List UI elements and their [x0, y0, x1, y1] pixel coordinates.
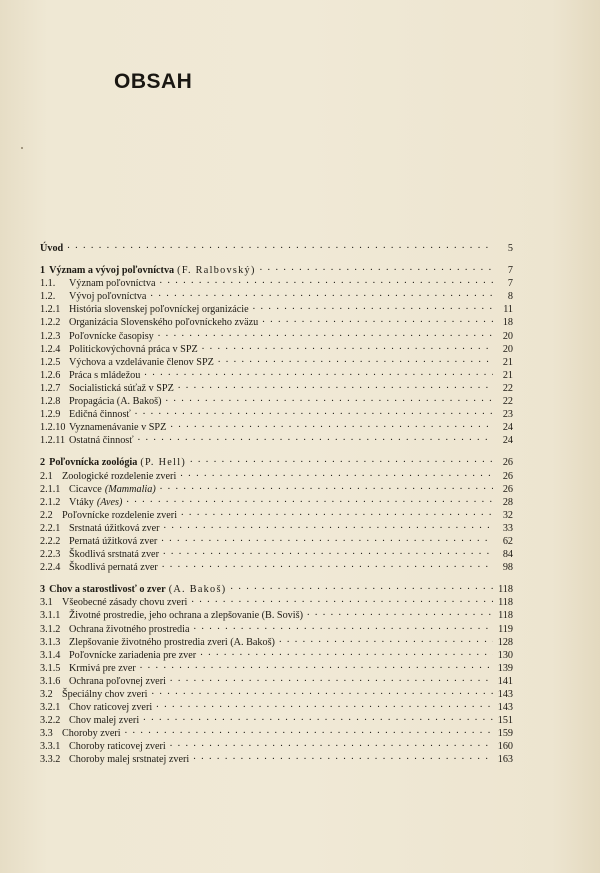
leader-dots	[150, 289, 493, 299]
toc-page-number: 163	[497, 754, 513, 766]
chapter-author: (P. Hell)	[140, 457, 187, 469]
leader-dots	[180, 469, 493, 479]
toc-page-number: 118	[498, 597, 513, 609]
leader-dots	[193, 752, 493, 762]
toc-page-number: 143	[497, 702, 513, 714]
leader-dots	[161, 534, 493, 544]
entry-number: 1.2.5	[40, 356, 61, 368]
entry-number: 1.2.6	[40, 369, 61, 381]
leader-dots	[126, 495, 493, 505]
entry-title: Špeciálny chov zveri	[62, 689, 148, 700]
toc-sections	[40, 254, 513, 765]
leader-dots	[191, 595, 493, 605]
toc-page-number: 21	[502, 356, 513, 368]
leader-dots	[170, 739, 493, 749]
section-spacer	[40, 573, 513, 582]
leader-dots	[144, 368, 493, 378]
toc-page-number: 141	[497, 675, 513, 687]
toc-entry[interactable]	[40, 595, 513, 608]
section-spacer	[40, 254, 513, 263]
toc-entry[interactable]	[40, 495, 513, 508]
toc-entry[interactable]	[40, 433, 513, 446]
entry-title: Poľovnícke rozdelenie zveri	[62, 509, 178, 521]
toc-entry-title: Úvod	[40, 243, 64, 254]
toc-entry[interactable]	[40, 713, 513, 726]
toc-entry[interactable]	[40, 547, 513, 560]
entry-number: 3.1.1	[40, 610, 61, 622]
toc-page-number: 62	[502, 535, 513, 547]
entry-title: Poľovnícke zariadenia pre zver	[69, 649, 197, 661]
toc-chapter-entry[interactable]	[40, 263, 513, 276]
entry-title: Ostatná činnosť	[69, 435, 134, 447]
entry-number: 3.2.1	[40, 702, 61, 714]
toc-page-number: 118	[498, 610, 513, 622]
toc-entry[interactable]	[40, 700, 513, 713]
leader-dots	[253, 302, 493, 312]
toc-entry[interactable]	[40, 394, 513, 407]
leader-dots	[262, 315, 493, 325]
entry-number: 3.1.3	[40, 636, 61, 648]
entry-number: 2.2.4	[40, 562, 61, 574]
toc-page-number: 130	[497, 649, 513, 661]
leader-dots	[190, 455, 493, 465]
entry-number: 1.2.	[40, 291, 56, 303]
entry-title: Zlepšovanie životného prostredia zveri (A. Bakoš)	[69, 636, 275, 648]
entry-title: Všeobecné zásady chovu zveri	[62, 597, 188, 609]
toc-page-number: 28	[502, 496, 513, 508]
toc-entry[interactable]	[40, 276, 513, 289]
toc-entry[interactable]	[40, 739, 513, 752]
leader-dots	[178, 381, 493, 391]
entry-number: 1.2.11	[40, 435, 66, 447]
page-title: OBSAH	[114, 70, 193, 93]
chapter-author: (F. Ralbovský)	[177, 265, 256, 277]
entry-title: Pernatá úžitková zver	[69, 535, 158, 547]
entry-title: Organizácia Slovenského poľovníckeho zväzu	[69, 317, 259, 329]
entry-title: Význam poľovníctva	[69, 278, 156, 290]
entry-number: 2.1.2	[40, 496, 61, 508]
entry-title: Ochrana životného prostredia	[69, 623, 190, 635]
toc-page-number: 18	[502, 317, 513, 329]
toc-entry[interactable]	[40, 407, 513, 420]
entry-title: Chov raticovej zveri	[69, 702, 153, 714]
leader-dots	[170, 420, 493, 430]
entry-number: 3.2	[40, 689, 53, 700]
toc-page-number: 7	[507, 278, 513, 290]
toc-entry[interactable]	[40, 381, 513, 394]
entry-title: Edičná činnosť	[69, 409, 131, 421]
entry-number: 3.1	[40, 597, 53, 609]
leader-dots	[159, 276, 493, 286]
leader-dots	[230, 582, 493, 592]
leader-dots	[162, 560, 493, 570]
paper-speck	[21, 147, 23, 149]
leader-dots	[218, 355, 493, 365]
toc-page-number: 119	[498, 623, 513, 635]
toc-page-number: 20	[502, 343, 513, 355]
toc-entry[interactable]	[40, 508, 513, 521]
leader-dots	[160, 482, 493, 492]
leader-dots	[163, 547, 493, 557]
toc-entry[interactable]	[40, 329, 513, 342]
toc-chapter-entry[interactable]	[40, 582, 513, 595]
toc-page-number: 20	[502, 330, 513, 342]
toc-entry[interactable]	[40, 315, 513, 328]
entry-number: 1.2.10	[40, 422, 66, 434]
toc-entry[interactable]	[40, 342, 513, 355]
leader-dots	[140, 661, 493, 671]
entry-latin-name: (Aves)	[96, 496, 123, 508]
leader-dots	[279, 635, 493, 645]
leader-dots	[138, 433, 493, 443]
toc-entry[interactable]	[40, 635, 513, 648]
leader-dots	[170, 674, 493, 684]
entry-title: Vývoj poľovníctva	[69, 291, 147, 303]
leader-dots	[202, 342, 493, 352]
entry-title: Srstnatá úžitková zver	[69, 522, 160, 534]
chapter-number: 3	[40, 584, 46, 596]
toc-page-number: 8	[507, 291, 513, 303]
toc-page-number: 22	[502, 396, 513, 408]
entry-number: 2.2.1	[40, 522, 61, 534]
entry-number: 3.2.2	[40, 715, 61, 727]
entry-title: Socialistická súťaž v SPZ	[69, 382, 174, 394]
toc-page-number: 128	[497, 636, 513, 648]
leader-dots	[307, 608, 493, 618]
entry-latin-name: (Mammalia)	[104, 483, 156, 495]
chapter-number: 1	[40, 265, 46, 277]
chapter-number: 2	[40, 457, 46, 469]
section-spacer	[40, 446, 513, 455]
entry-number: 1.2.8	[40, 396, 61, 408]
table-of-contents	[40, 241, 513, 766]
toc-entry[interactable]	[40, 521, 513, 534]
chapter-title: Chov a starostlivosť o zver	[49, 584, 166, 596]
toc-entry[interactable]	[40, 534, 513, 547]
entry-title: Poľovnícke časopisy	[69, 330, 154, 342]
toc-page-number: 33	[502, 522, 513, 534]
toc-entry[interactable]	[40, 560, 513, 573]
leader-dots	[166, 394, 493, 404]
toc-page-number: 26	[502, 483, 513, 495]
toc-page-number: 139	[497, 662, 513, 674]
toc-page-number: 26	[502, 457, 513, 469]
toc-page-number: 21	[502, 369, 513, 381]
entry-title: Chov malej zveri	[69, 715, 140, 727]
toc-page-number: 118	[498, 584, 513, 596]
leader-dots	[156, 700, 493, 710]
entry-number: 1.2.4	[40, 343, 61, 355]
entry-number: 2.2.3	[40, 549, 61, 561]
entry-number: 3.1.5	[40, 662, 61, 674]
toc-entry[interactable]	[40, 726, 513, 739]
toc-page-number: 32	[502, 509, 513, 521]
entry-number: 2.1	[40, 470, 53, 482]
toc-page-number: 84	[502, 549, 513, 561]
entry-number: 1.2.9	[40, 409, 61, 421]
entry-number: 1.2.2	[40, 317, 61, 329]
toc-entry[interactable]	[40, 622, 513, 635]
toc-entry[interactable]	[40, 687, 513, 700]
entry-title: Vtáky	[69, 496, 94, 508]
leader-dots	[164, 521, 493, 531]
toc-page-number: 7	[507, 265, 513, 277]
toc-page-number: 159	[497, 728, 513, 740]
toc-entry[interactable]	[40, 661, 513, 674]
toc-page-number: 11	[503, 304, 513, 316]
toc-entry[interactable]	[40, 469, 513, 482]
entry-number: 1.2.7	[40, 382, 61, 394]
leader-dots	[125, 726, 493, 736]
leader-dots	[151, 687, 493, 697]
entry-title: Choroby malej srstnatej zveri	[69, 754, 190, 766]
toc-entry[interactable]	[40, 648, 513, 661]
entry-title: Choroby zveri	[62, 728, 121, 740]
toc-entry[interactable]	[40, 368, 513, 381]
leader-dots	[67, 241, 493, 251]
entry-title: Škodlivá pernatá zver	[69, 562, 158, 574]
leader-dots	[194, 622, 493, 632]
toc-page-number: 143	[497, 689, 513, 700]
toc-page-number: 24	[502, 435, 513, 447]
toc-page-number: 23	[502, 409, 513, 421]
chapter-author: (A. Bakoš)	[168, 584, 227, 596]
entry-title: Škodlivá srstnatá zver	[69, 549, 159, 561]
entry-title: Práca s mládežou	[69, 369, 141, 381]
entry-title: Propagácia (A. Bakoš)	[69, 396, 162, 408]
entry-number: 2.2	[40, 509, 53, 521]
entry-number: 3.3	[40, 728, 53, 740]
entry-title: Cicavce	[69, 483, 102, 495]
toc-entry[interactable]	[40, 289, 513, 302]
leader-dots	[143, 713, 493, 723]
entry-number: 3.3.1	[40, 741, 61, 753]
entry-number: 3.3.2	[40, 754, 61, 766]
chapter-title: Význam a vývoj poľovníctva	[49, 265, 175, 277]
entry-title: Výchova a vzdelávanie členov SPZ	[69, 356, 214, 368]
entry-title: Politickovýchovná práca v SPZ	[69, 343, 198, 355]
toc-page-number: 26	[502, 470, 513, 482]
toc-chapter-entry[interactable]	[40, 455, 513, 468]
toc-entry[interactable]	[40, 608, 513, 621]
entry-number: 2.2.2	[40, 535, 61, 547]
toc-entry[interactable]	[40, 752, 513, 765]
entry-title: Životné prostredie, jeho ochrana a zlepšovanie (B. Soviš)	[69, 610, 303, 622]
toc-page-number: 5	[507, 243, 513, 254]
toc-page-number: 98	[502, 562, 513, 574]
entry-number: 1.1.	[40, 278, 56, 290]
entry-number: 3.1.6	[40, 675, 61, 687]
entry-title: Zoologické rozdelenie zveri	[62, 470, 177, 482]
entry-number: 2.1.1	[40, 483, 61, 495]
leader-dots	[158, 329, 493, 339]
entry-title: História slovenskej poľovníckej organizácie	[69, 304, 249, 316]
toc-page-number: 151	[497, 715, 513, 727]
entry-title: Vyznamenávanie v SPZ	[69, 422, 167, 434]
chapter-title: Poľovnícka zoológia	[49, 457, 138, 469]
toc-entry[interactable]	[40, 674, 513, 687]
entry-title: Krmivá pre zver	[69, 662, 136, 674]
toc-page-number: 24	[502, 422, 513, 434]
toc-page-number: 22	[502, 382, 513, 394]
entry-number: 3.1.4	[40, 649, 61, 661]
entry-number: 1.2.3	[40, 330, 61, 342]
leader-dots	[181, 508, 493, 518]
toc-entry[interactable]	[40, 420, 513, 433]
toc-entry[interactable]	[40, 302, 513, 315]
toc-entry-intro[interactable]	[40, 241, 513, 254]
leader-dots	[260, 263, 493, 273]
entry-title: Choroby raticovej zveri	[69, 741, 166, 753]
entry-number: 3.1.2	[40, 623, 61, 635]
entry-number: 1.2.1	[40, 304, 61, 316]
toc-entry[interactable]	[40, 355, 513, 368]
entry-title: Ochrana poľovnej zveri	[69, 675, 166, 687]
leader-dots	[135, 407, 493, 417]
toc-page-number: 160	[497, 741, 513, 753]
leader-dots	[200, 648, 493, 658]
toc-entry[interactable]	[40, 482, 513, 495]
